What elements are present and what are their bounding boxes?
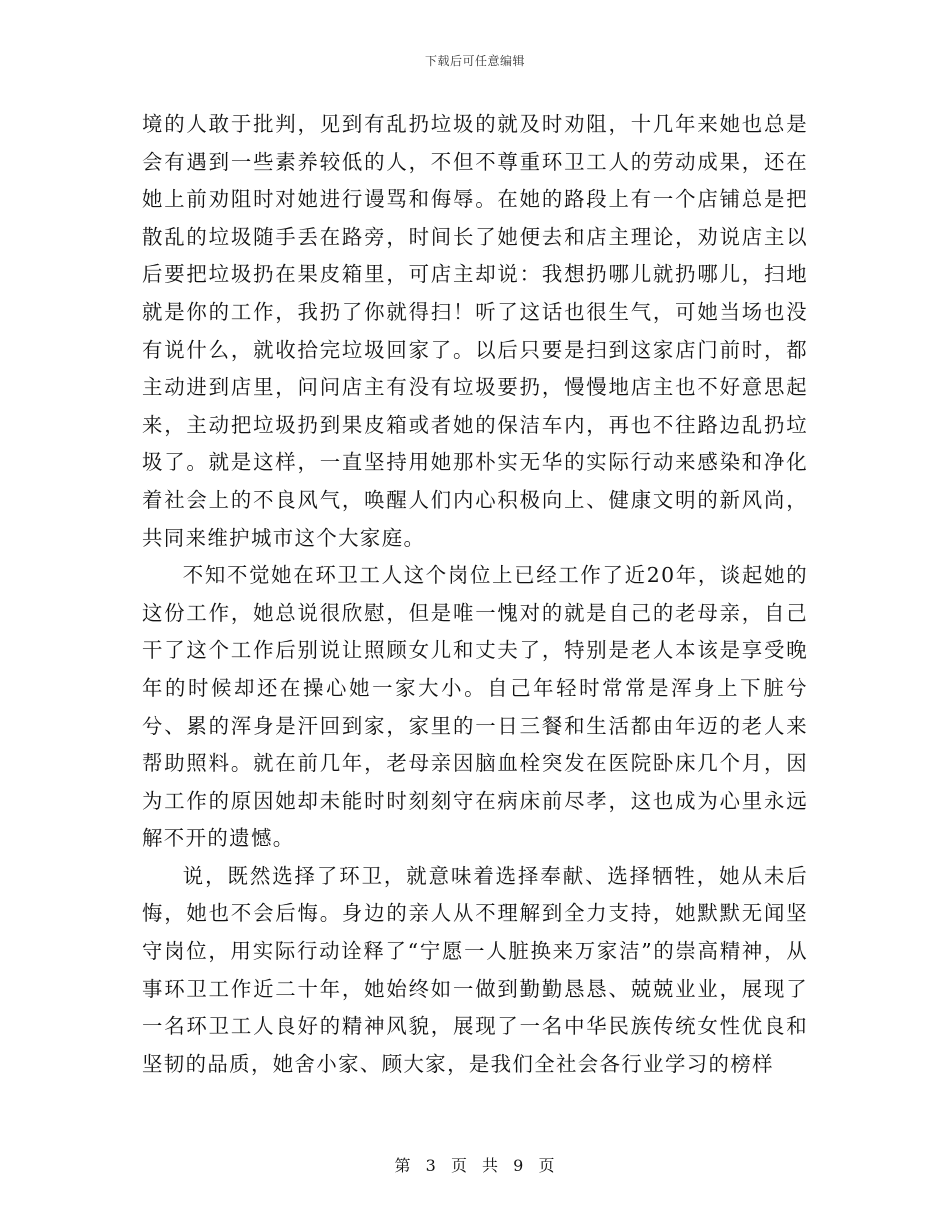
page-header: 下载后可任意编辑 [424,54,525,68]
paragraph-1: 境的人敢于批判，见到有乱扔垃圾的就及时劝阻，十几年来她也总是会有遇到一些素养较低的人，不但不尊重环卫工人的劳动成果，还在她上前劝阻时对她进行谩骂和侮辱。在她的路段上有一个店铺总是把散乱的垃圾随手丢在路旁，时间长了她便去和店主理论，劝说店主以后要把垃圾扔在果皮箱里，可店主却说：我想扔哪儿就扔哪儿，扫地就是你的工作，我扔了你就得扫！听了这话也很生气，可她当场也没有说什么，就收拾完垃圾回家了。以后只要是扫到这家店门前时，都主动进到店里，问问店主有没有垃圾要扔，慢慢地店主也不好意思起来，主动把垃圾扔到果皮箱或者她的保洁车内，再也不往路边乱扔垃圾了。就是这样，一直坚持用她那朴实无华的实际行动来感染和净化着社会上的不良风气，唤醒人们内心积极向上、健康文明的新风尚，共同来维护城市这个大家庭。 [142,112,808,550]
footer-total-word: 共 [482,1156,500,1175]
page-footer [0,1153,950,1176]
paragraph-2: 不知不觉她在环卫工人这个岗位上已经工作了近20年，谈起她的这份工作，她总说很欣慰，但是唯一愧对的就是自己的老母亲，自己干了这个工作后别说让照顾女儿和丈夫了，特别是老人本该是享受晚年的时候却还在操心她一家大小。自己年轻时常常是浑身上下脏兮兮、累的浑身是汗回到家，家里的一日三餐和生活都由年迈的老人来帮助照料。就在前几年，老母亲因脑血栓突发在医院卧床几个月，因为工作的原因她却未能时时刻刻守在病床前尽孝，这也成为心里永远解不开的遗憾。 [142,563,808,851]
footer-page-word: 页 [450,1156,468,1175]
footer-suffix: 页 [538,1156,556,1175]
footer-total-pages: 9 [513,1156,525,1175]
footer-page-number: 3 [425,1156,437,1175]
body-text [142,106,808,1083]
footer-prefix: 第 [394,1156,412,1175]
paragraph-3: 说，既然选择了环卫，就意味着选择奉献、选择牺牲，她从未后悔，她也不会后悔。身边的亲人从不理解到全力支持，她默默无闻坚守岗位，用实际行动诠释了“宁愿一人脏换来万家洁”的崇高精神，从事环卫工作近二十年，她始终如一做到勤勤恳恳、兢兢业业，展现了一名环卫工人良好的精神风貌，展现了一名中华民族传统女性优良和坚韧的品质，她舍小家、顾大家，是我们全社会各行业学习的榜样 [142,863,808,1076]
